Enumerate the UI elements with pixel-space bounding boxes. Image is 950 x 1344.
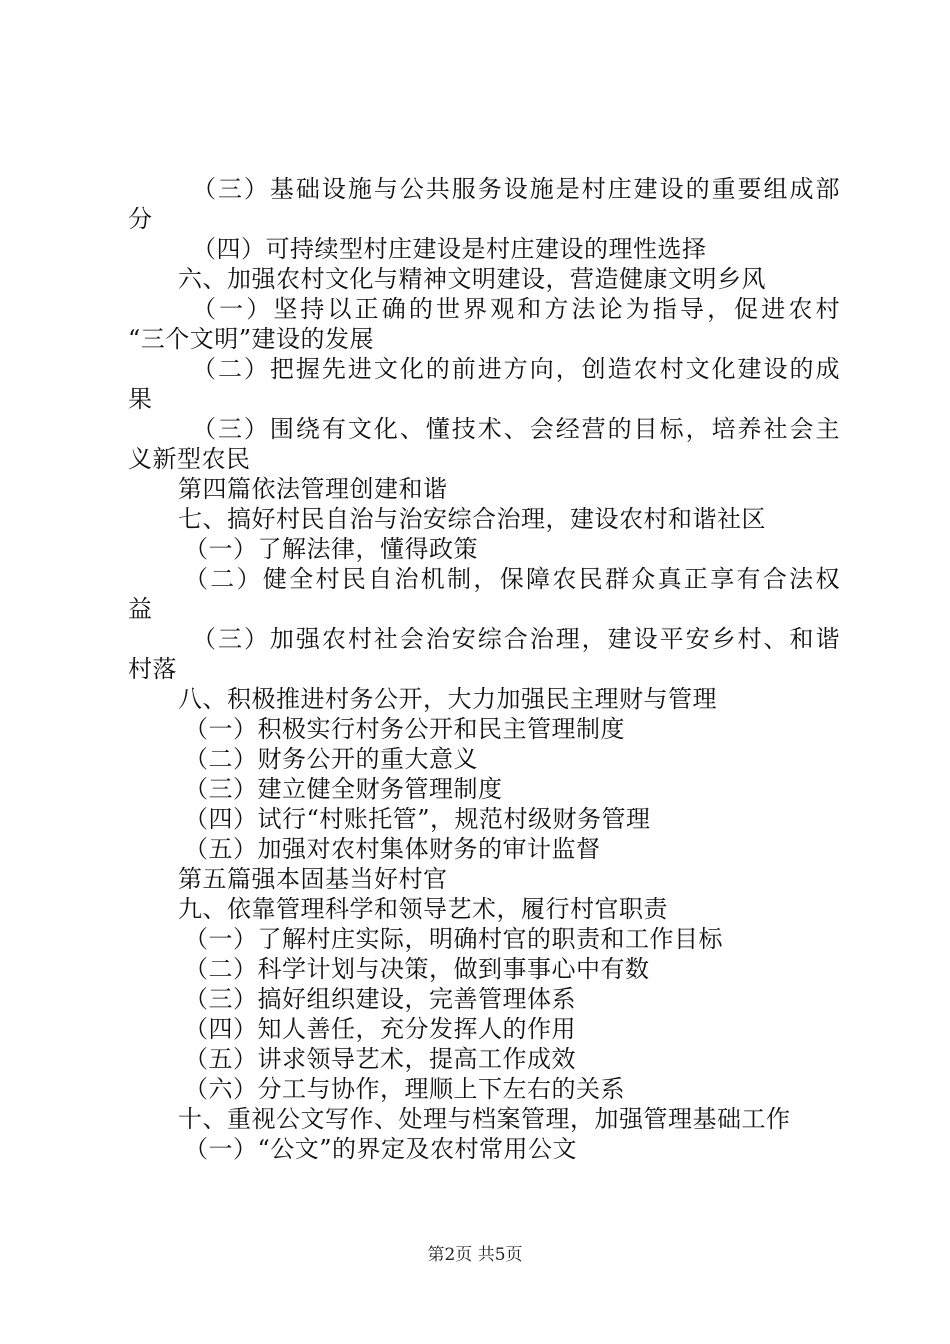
paragraph-line: 果	[128, 385, 153, 413]
paragraph-line: 分	[128, 205, 153, 233]
paragraph-line: 益	[128, 595, 153, 623]
paragraph-line: （三）围绕有文化、懂技术、会经营的目标，培养社会主	[192, 415, 840, 443]
paragraph-line: （三）搞好组织建设，完善管理体系	[184, 985, 576, 1013]
paragraph-line: （一）积极实行村务公开和民主管理制度	[184, 715, 625, 743]
paragraph-line: 义新型农民	[128, 445, 251, 473]
section-heading: 九、依靠管理科学和领导艺术，履行村官职责	[178, 895, 668, 923]
paragraph-line: （一）了解法律，懂得政策	[184, 535, 478, 563]
part-heading: 第四篇依法管理创建和谐	[178, 475, 448, 503]
paragraph-line: （一）坚持以正确的世界观和方法论为指导，促进农村	[192, 295, 840, 323]
section-heading: 七、搞好村民自治与治安综合治理，建设农村和谐社区	[178, 505, 766, 533]
paragraph-line: （六）分工与协作，理顺上下左右的关系	[184, 1075, 625, 1103]
paragraph-line: （一）“公文”的界定及农村常用公文	[184, 1135, 578, 1163]
paragraph-line: （二）科学计划与决策，做到事事心中有数	[184, 955, 650, 983]
paragraph-line: （五）讲求领导艺术，提高工作成效	[184, 1045, 576, 1073]
paragraph-line: 村落	[128, 655, 177, 683]
section-heading: 八、积极推进村务公开，大力加强民主理财与管理	[178, 685, 717, 713]
paragraph-line: （二）财务公开的重大意义	[184, 745, 478, 773]
paragraph-line: （五）加强对农村集体财务的审计监督	[184, 835, 601, 863]
paragraph-line: （二）把握先进文化的前进方向，创造农村文化建设的成	[192, 355, 840, 383]
paragraph-line: （四）试行“村账托管”，规范村级财务管理	[184, 805, 651, 833]
section-heading: 六、加强农村文化与精神文明建设，营造健康文明乡风	[178, 265, 766, 293]
paragraph-line: （一）了解村庄实际，明确村官的职责和工作目标	[184, 925, 723, 953]
paragraph-line: （二）健全村民自治机制，保障农民群众真正享有合法权	[184, 565, 840, 593]
section-heading: 十、重视公文写作、处理与档案管理，加强管理基础工作	[178, 1105, 791, 1133]
part-heading: 第五篇强本固基当好村官	[178, 865, 448, 893]
paragraph-line: （三）基础设施与公共服务设施是村庄建设的重要组成部	[192, 175, 840, 203]
page-number-footer: 第2页 共5页	[427, 1245, 523, 1265]
paragraph-line: （三）加强农村社会治安综合治理，建设平安乡村、和谐	[192, 625, 840, 653]
document-body	[128, 174, 840, 1164]
paragraph-line: （四）可持续型村庄建设是村庄建设的理性选择	[192, 235, 707, 263]
paragraph-line: （三）建立健全财务管理制度	[184, 775, 503, 803]
paragraph-line: “三个文明”建设的发展	[128, 325, 375, 353]
paragraph-line: （四）知人善任，充分发挥人的作用	[184, 1015, 576, 1043]
